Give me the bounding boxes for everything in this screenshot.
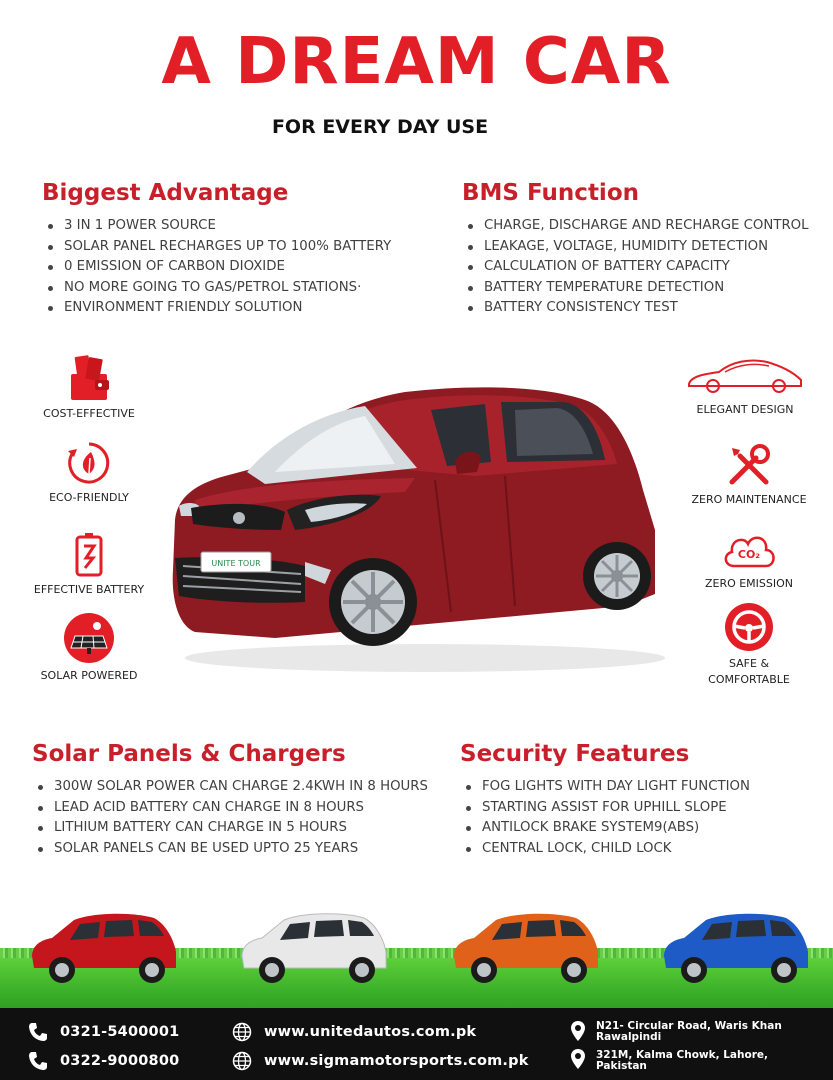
plate-text: UNITE TOUR xyxy=(211,559,261,568)
list-item: LITHIUM BATTERY CAN CHARGE IN 5 HOURS xyxy=(32,818,428,839)
list-item: BATTERY TEMPERATURE DETECTION xyxy=(462,278,809,299)
list-item: 3 IN 1 POWER SOURCE xyxy=(42,216,391,237)
tools-icon xyxy=(726,442,772,488)
list-item: LEAKAGE, VOLTAGE, HUMIDITY DETECTION xyxy=(462,237,809,258)
feature-solar-powered xyxy=(14,612,164,684)
list-item: ENVIRONMENT FRIENDLY SOLUTION xyxy=(42,298,391,319)
list-item: NO MORE GOING TO GAS/PETROL STATIONS· xyxy=(42,278,391,299)
battery-charge-icon xyxy=(74,532,104,578)
feature-cost-effective xyxy=(14,352,164,422)
website-link-1[interactable] xyxy=(232,1022,476,1042)
section-security-features xyxy=(460,739,750,859)
location-pin-icon xyxy=(570,1048,586,1070)
section-heading: Biggest Advantage xyxy=(42,180,289,206)
feature-effective-battery xyxy=(14,532,164,598)
recycle-leaf-icon xyxy=(65,440,113,486)
feature-zero-emission xyxy=(674,528,824,592)
page-subtitle: FOR EVERY DAY USE xyxy=(271,116,489,138)
feature-elegant-design xyxy=(670,352,820,418)
section-heading: Solar Panels & Chargers xyxy=(32,741,346,767)
list-item: 0 EMISSION OF CARBON DIOXIDE xyxy=(42,257,391,278)
feature-label: ZERO MAINTENANCE xyxy=(691,493,807,506)
feature-label: ZERO EMISSION xyxy=(704,577,794,590)
list-item: SOLAR PANEL RECHARGES UP TO 100% BATTERY xyxy=(42,237,391,258)
sports-car-icon xyxy=(685,352,805,398)
list-item: SOLAR PANELS CAN BE USED UPTO 25 YEARS xyxy=(32,839,428,860)
co2-cloud-icon xyxy=(720,528,778,572)
address-line: Rawalpindi xyxy=(596,1031,662,1043)
location-pin-icon xyxy=(570,1020,586,1042)
bullet-list xyxy=(460,777,750,859)
contact-footer xyxy=(0,1008,833,1080)
bullet-list xyxy=(32,777,428,859)
list-item: LEAD ACID BATTERY CAN CHARGE IN 8 HOURS xyxy=(32,798,428,819)
list-item: STARTING ASSIST FOR UPHILL SLOPE xyxy=(460,798,750,819)
bullet-list xyxy=(462,216,809,319)
feature-label: COST-EFFECTIVE xyxy=(43,407,135,420)
list-item: CENTRAL LOCK, CHILD LOCK xyxy=(460,839,750,860)
co2-label: CO₂ xyxy=(737,548,761,561)
website-url: www.sigmamotorsports.com.pk xyxy=(264,1053,529,1069)
section-bms-function xyxy=(462,178,809,319)
money-icon xyxy=(67,352,111,402)
address-line: Pakistan xyxy=(596,1060,647,1072)
phone-icon xyxy=(28,1022,48,1042)
address-line: N21- Circular Road, Waris Khan xyxy=(596,1020,782,1032)
phone-icon xyxy=(28,1051,48,1071)
mini-car-blue xyxy=(656,906,816,986)
phone-number: 0322-9000800 xyxy=(60,1053,180,1069)
website-url: www.unitedautos.com.pk xyxy=(264,1024,477,1040)
feature-label: ELEGANT DESIGN xyxy=(696,403,794,416)
list-item: FOG LIGHTS WITH DAY LIGHT FUNCTION xyxy=(460,777,750,798)
mini-car-white xyxy=(234,906,394,986)
phone-number: 0321-5400001 xyxy=(60,1024,180,1040)
address-lahore xyxy=(596,1050,821,1072)
steering-wheel-icon xyxy=(724,602,774,652)
hero-car-image xyxy=(155,380,675,680)
feature-label: ECO-FRIENDLY xyxy=(49,491,129,504)
globe-icon xyxy=(232,1051,252,1071)
address-line: 321M, Kalma Chowk, Lahore, xyxy=(596,1049,768,1061)
list-item: CHARGE, DISCHARGE AND RECHARGE CONTROL xyxy=(462,216,809,237)
address-rawalpindi xyxy=(596,1021,821,1043)
section-heading: Security Features xyxy=(460,741,690,767)
section-heading: BMS Function xyxy=(462,180,639,206)
feature-label: SOLAR POWERED xyxy=(40,669,138,682)
feature-label: EFFECTIVE BATTERY xyxy=(33,583,145,596)
website-link-2[interactable] xyxy=(232,1051,529,1071)
page-title: A DREAM CAR xyxy=(161,25,672,99)
globe-icon xyxy=(232,1022,252,1042)
feature-safe-comfortable xyxy=(674,602,824,688)
list-item: 300W SOLAR POWER CAN CHARGE 2.4KWH IN 8 HOURS xyxy=(32,777,428,798)
list-item: ANTILOCK BRAKE SYSTEM9(ABS) xyxy=(460,818,750,839)
feature-eco-friendly xyxy=(14,440,164,506)
section-solar-panels xyxy=(32,739,428,859)
mini-car-red xyxy=(24,906,184,986)
mini-car-orange xyxy=(446,906,606,986)
section-biggest-advantage xyxy=(42,178,391,319)
feature-zero-maintenance xyxy=(674,442,824,508)
solar-panel-icon xyxy=(63,612,115,664)
list-item: CALCULATION OF BATTERY CAPACITY xyxy=(462,257,809,278)
bullet-list xyxy=(42,216,391,319)
phone-1[interactable] xyxy=(28,1022,179,1042)
feature-label: SAFE & COMFORTABLE xyxy=(708,657,790,686)
phone-2[interactable] xyxy=(28,1051,179,1071)
list-item: BATTERY CONSISTENCY TEST xyxy=(462,298,809,319)
